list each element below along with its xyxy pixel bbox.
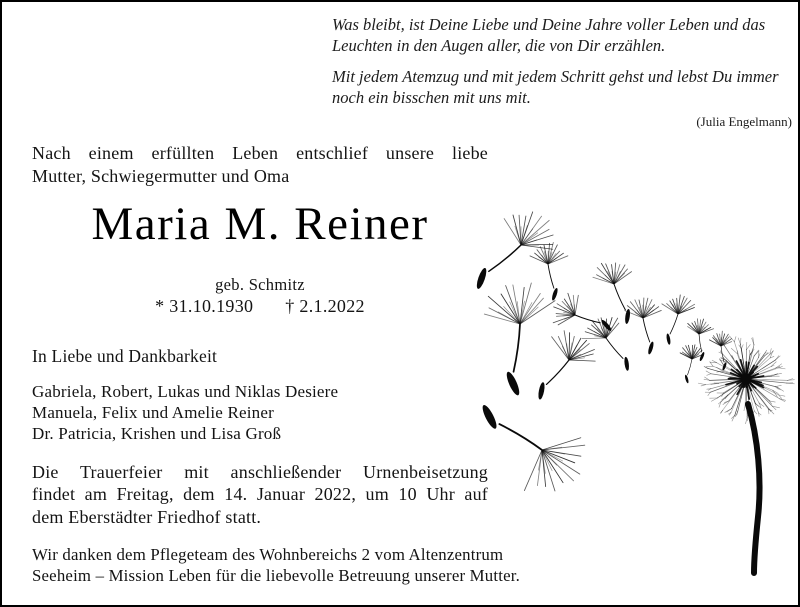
- birth-date: [155, 296, 253, 317]
- announcement-line-2: Mutter, Schwiegermutter und Oma: [32, 165, 290, 186]
- funeral-line-3: dem Eberstädter Friedhof statt.: [32, 506, 262, 527]
- deceased-name: Maria M. Reiner: [91, 198, 429, 250]
- mourning-salutation: In Liebe und Dankbarkeit: [32, 346, 218, 366]
- announcement-text: [32, 142, 488, 187]
- epigraph-line-3: Mit jedem Atemzug und mit jedem Schritt gehst und lebst Du immer: [332, 67, 779, 86]
- epigraph-line-1: Was bleibt, ist Deine Liebe und Deine Jahre voller Leben und das: [332, 15, 766, 34]
- family-names: [32, 381, 502, 444]
- death-date-value: 2.1.2022: [299, 296, 365, 316]
- funeral-details: [32, 461, 488, 528]
- epigraph-line-2: Leuchten in den Augen aller, die von Dir erzählen.: [332, 35, 666, 55]
- epigraph: [332, 15, 792, 133]
- funeral-line-1: Die Trauerfeier mit anschließender Urnenbeisetzung: [32, 462, 488, 482]
- announcement-line-1: Nach einem erfüllten Leben entschlief unsere liebe: [32, 143, 488, 163]
- family-line-3: Dr. Patricia, Krishen und Lisa Groß: [32, 424, 282, 443]
- death-dagger-icon: †: [285, 296, 295, 316]
- funeral-line-2: findet am Freitag, dem 14. Januar 2022, um 10 Uhr auf: [32, 484, 488, 505]
- death-date: [285, 296, 365, 317]
- maiden-name: geb. Schmitz: [215, 275, 305, 294]
- thanks-line-2: Seeheim – Mission Leben für die liebevolle Betreuung unserer Mutter.: [32, 565, 521, 585]
- family-line-2: Manuela, Felix und Amelie Reiner: [32, 403, 274, 422]
- life-dates: [32, 296, 488, 317]
- epigraph-line-4: noch ein bisschen mit uns mit.: [332, 87, 531, 107]
- family-line-1: Gabriela, Robert, Lukas und Niklas Desiere: [32, 382, 339, 401]
- birth-star-icon: *: [155, 296, 165, 316]
- birth-date-value: 31.10.1930: [169, 296, 254, 316]
- thanks-line-1: Wir danken dem Pflegeteam des Wohnbereichs 2 vom Altenzentrum: [32, 545, 504, 564]
- thanks-text: [32, 545, 548, 586]
- epigraph-attribution: (Julia Engelmann): [696, 114, 792, 129]
